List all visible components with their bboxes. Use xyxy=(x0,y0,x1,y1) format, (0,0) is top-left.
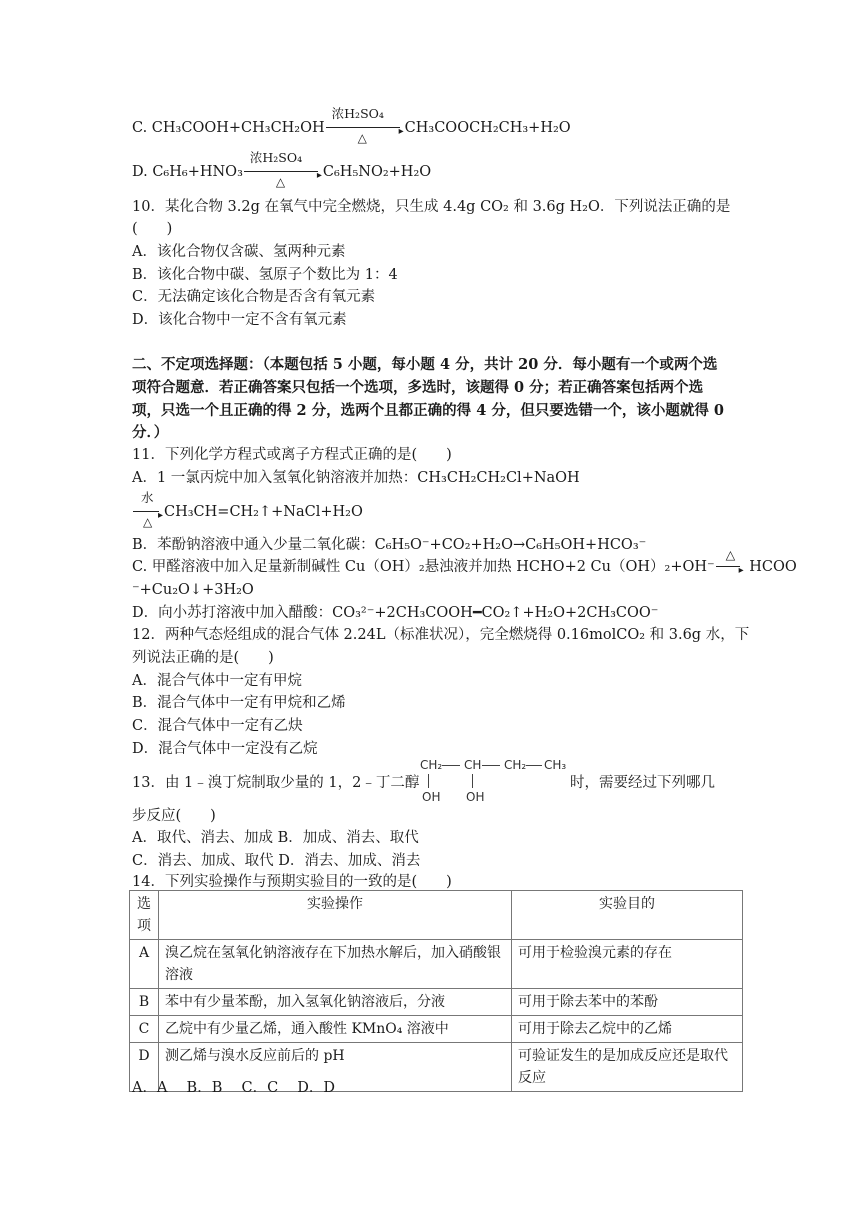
q10-stem: 10．某化合物 3.2g 在氧气中完全燃烧，只生成 4.4g CO₂ 和 3.6g H₂O．下列说法正确的是 xyxy=(132,199,731,215)
q10-option-c: C．无法确定该化合物是否含有氧元素 xyxy=(132,289,376,305)
header-operation: 实验操作 xyxy=(159,891,512,940)
q11-option-d: D．向小苏打溶液中加入醋酸：CO₃²⁻+2CH₃COOH━CO₂↑+H₂O+2CH₃COO⁻ xyxy=(132,605,659,621)
reaction-arrow: △ ▸ xyxy=(716,557,744,577)
section-heading-3: 项，只选一个且正确的得 2 分，选两个且都正确的得 4 分，但只要选错一个，该小题就得 0 xyxy=(132,402,725,419)
products: CH₃COOCH₂CH₃+H₂O xyxy=(404,120,571,136)
q11-option-a: A．1 一氯丙烷中加入氢氧化钠溶液并加热：CH₃CH₂CH₂Cl+NaOH xyxy=(132,470,580,486)
q12-option-b: B．混合气体中一定有甲烷和乙烯 xyxy=(132,695,346,711)
butanediol-structure: CH₂ CH CH₂ CH₃ OH OH xyxy=(420,758,567,804)
table-row: D 测乙烯与溴水反应前后的 pH 可验证发生的是加成反应还是取代反应 xyxy=(130,1043,743,1092)
q9-option-c xyxy=(132,106,571,145)
q11-option-b: B．苯酚钠溶液中通入少量二氧化碳：C₆H₅O⁻+CO₂+H₂O→C₆H₅OH+HCO₃⁻ xyxy=(132,537,647,553)
reaction-arrow: 水 ▸ △ xyxy=(133,502,163,522)
q12-option-c: C．混合气体中一定有乙炔 xyxy=(132,718,303,734)
q12-stem-2: 列说法正确的是( ) xyxy=(132,650,274,666)
q10-option-b: B．该化合物中碳、氢原子个数比为 1：4 xyxy=(132,267,398,283)
q11-stem: 11．下列化学方程式或离子方程式正确的是( ) xyxy=(132,447,452,463)
reaction-arrow: 浓H₂SO₄ ▸ △ xyxy=(244,162,322,182)
q11-option-c-cont: ⁻+Cu₂O↓+3H₂O xyxy=(132,582,254,598)
q10-option-d: D．该化合物中一定不含有氧元素 xyxy=(132,312,347,328)
section-heading-2: 项符合题意．若正确答案只包括一个选项，多选时，该题得 0 分；若正确答案包括两个选 xyxy=(132,379,704,396)
section-heading-4: 分．） xyxy=(132,424,169,441)
q11-option-c: C. 甲醛溶液中加入足量新制碱性 Cu（OH）₂悬浊液并加热 HCHO+2 Cu（OH）₂+OH⁻ △ ▸ HCOO xyxy=(132,547,797,576)
q13-stem-end: 时，需要经过下列哪几 xyxy=(570,775,715,791)
table-header-row xyxy=(130,891,743,940)
q13-stem-2: 步反应( ) xyxy=(132,808,216,824)
q12-option-d: D．混合气体中一定没有乙烷 xyxy=(132,741,318,757)
q12-option-a: A．混合气体中一定有甲烷 xyxy=(132,673,302,689)
q10-option-a: A．该化合物仅含碳、氢两种元素 xyxy=(132,244,346,260)
reaction-arrow: 浓H₂SO₄ ▸ △ xyxy=(326,118,404,138)
experiment-table xyxy=(129,890,743,1092)
q14-answers: A．A B．B C．C D．D xyxy=(132,1080,336,1096)
table-row: B 苯中有少量苯酚，加入氢氧化钠溶液后，分液 可用于除去苯中的苯酚 xyxy=(130,989,743,1016)
q14-stem: 14．下列实验操作与预期实验目的一致的是( ) xyxy=(132,874,452,890)
reactants: C₆H₆+HNO₃ xyxy=(152,164,243,180)
header-option: 选项 xyxy=(130,891,159,940)
q13-option-ab: A．取代、消去、加成 B．加成、消去、取代 xyxy=(132,830,419,846)
q11-option-a-cont: 水 ▸ △ CH₃CH=CH₂↑+NaCl+H₂O xyxy=(132,502,363,522)
reactants: CH₃COOH+CH₃CH₂OH xyxy=(151,120,325,136)
q13-stem: 13．由 1﹣溴丁烷制取少量的 1，2﹣丁二醇 xyxy=(132,775,420,791)
q9-option-d xyxy=(132,150,432,189)
table-row: A 溴乙烷在氢氧化钠溶液存在下加热水解后，加入硝酸银溶液 可用于检验溴元素的存在 xyxy=(130,940,743,989)
table-row: C 乙烷中有少量乙烯，通入酸性 KMnO₄ 溶液中 可用于除去乙烷中的乙烯 xyxy=(130,1016,743,1043)
q13-option-cd: C．消去、加成、取代 D．消去、加成、消去 xyxy=(132,853,421,869)
header-purpose: 实验目的 xyxy=(512,891,743,940)
option-label: D. xyxy=(132,164,148,180)
products: C₆H₅NO₂+H₂O xyxy=(322,164,432,180)
section-heading: 二、不定项选择题：（本题包括 5 小题，每小题 4 分，共计 20 分．每小题有一个或两个选 xyxy=(132,356,718,373)
option-label: C. xyxy=(132,120,148,136)
q10-blank: ( ) xyxy=(132,221,173,237)
q12-stem: 12．两种气态烃组成的混合气体 2.24L（标准状况），完全燃烧得 0.16molCO₂ 和 3.6g 水，下 xyxy=(132,627,750,643)
